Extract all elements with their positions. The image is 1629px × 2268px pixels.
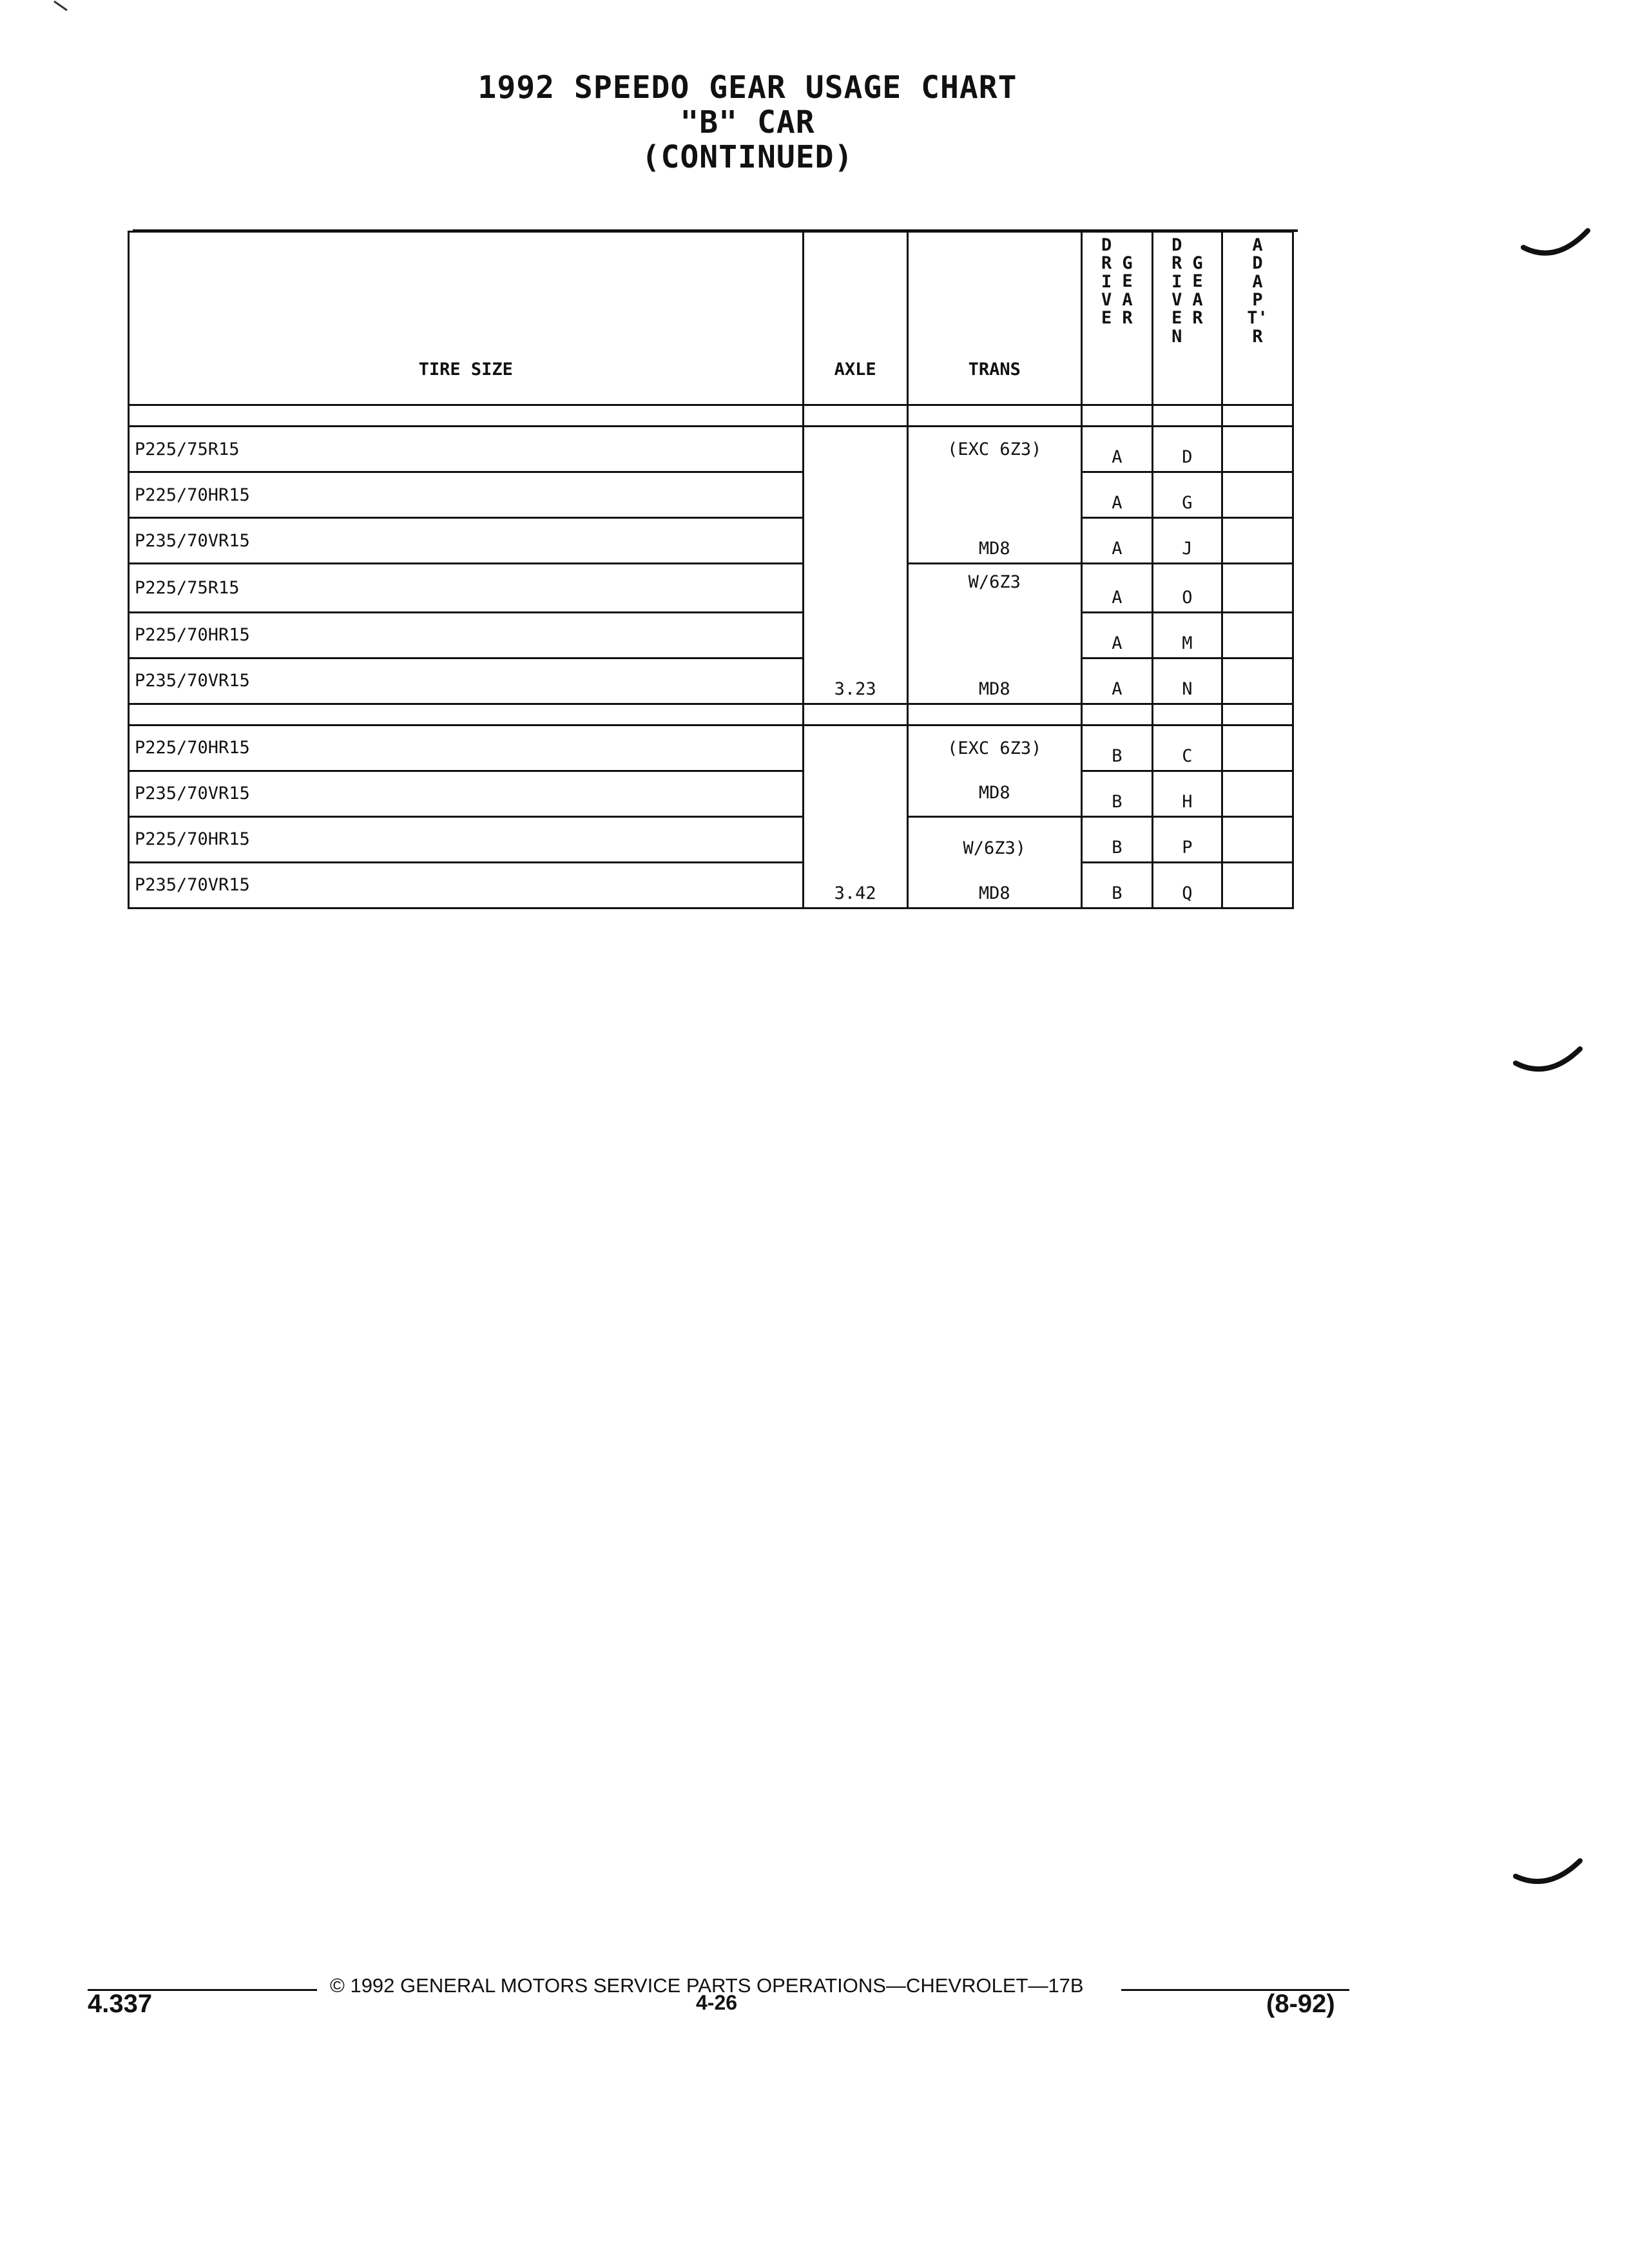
hdr-letter: V <box>1101 290 1112 311</box>
hdr-letter: N <box>1171 326 1182 347</box>
axle-cell <box>803 612 907 658</box>
drive-gear-cell: B <box>1081 862 1152 908</box>
axle-cell <box>803 518 907 564</box>
trans-cell <box>907 612 1081 658</box>
table-row <box>129 472 1293 518</box>
trans-cell: (EXC 6Z3) <box>907 725 1081 771</box>
hdr-letter: D <box>1171 235 1182 255</box>
adapter-cell <box>1222 564 1293 613</box>
header-axle: AXLE <box>803 232 907 405</box>
table-row <box>129 658 1293 704</box>
hdr-letter: G <box>1122 253 1133 273</box>
hdr-letter: R <box>1171 253 1182 274</box>
header-trans: TRANS <box>907 232 1081 405</box>
corner-scratch <box>52 0 77 13</box>
binder-mark-top <box>1521 226 1592 264</box>
hdr-letter: G <box>1192 253 1203 273</box>
drive-gear-cell: B <box>1081 725 1152 771</box>
table-row <box>129 725 1293 771</box>
drive-gear-cell: A <box>1081 564 1152 613</box>
trans-cell: MD8 <box>907 518 1081 564</box>
trans-cell: MD8 <box>907 862 1081 908</box>
section-number: 4.337 <box>88 1990 153 2018</box>
gear-word <box>1122 236 1132 328</box>
revision-date: (8-92) <box>1266 1990 1335 2018</box>
page-number: 4-26 <box>696 1991 738 2014</box>
tire-size-cell: P225/75R15 <box>129 564 804 613</box>
driven-gear-cell: D <box>1152 427 1222 472</box>
driven-gear-cell: P <box>1152 816 1222 862</box>
hdr-letter: A <box>1122 289 1133 310</box>
drive-gear-cell: A <box>1081 658 1152 704</box>
table-row <box>129 862 1293 908</box>
driven-gear-cell: J <box>1152 518 1222 564</box>
hdr-letter: R <box>1101 253 1112 274</box>
axle-cell: 3.23 <box>803 658 907 704</box>
header-driven-gear <box>1152 232 1222 405</box>
table-row <box>129 771 1293 816</box>
hdr-letter: A <box>1252 235 1263 255</box>
axle-cell <box>803 427 907 472</box>
table-row <box>129 612 1293 658</box>
adapter-cell <box>1222 816 1293 862</box>
hdr-letter: R <box>1192 308 1203 329</box>
tire-size-cell: P225/70HR15 <box>129 816 804 862</box>
gear-word <box>1192 236 1202 346</box>
driven-gear-cell: N <box>1152 658 1222 704</box>
driven-gear-cell: C <box>1152 725 1222 771</box>
drive-gear-cell: A <box>1081 427 1152 472</box>
driven-gear-cell: G <box>1152 472 1222 518</box>
adapter-cell <box>1222 518 1293 564</box>
axle-cell <box>803 771 907 816</box>
tire-size-cell: P235/70VR15 <box>129 658 804 704</box>
trans-cell <box>907 472 1081 518</box>
footer-copyright: © 1992 GENERAL MOTORS SERVICE PARTS OPERATIONS—CHEVROLET—17B <box>330 1974 1084 1997</box>
header-drive-gear <box>1081 232 1152 405</box>
hdr-letter: I <box>1171 271 1182 292</box>
title-line-2: "B" CAR <box>680 104 815 140</box>
drive-gear-cell: B <box>1081 771 1152 816</box>
separator-row <box>129 405 1293 427</box>
driven-gear-cell: H <box>1152 771 1222 816</box>
axle-cell <box>803 472 907 518</box>
adapter-cell <box>1222 862 1293 908</box>
hdr-letter: P <box>1252 290 1263 311</box>
header-adapter <box>1222 232 1293 405</box>
binder-mark-middle <box>1513 1044 1584 1082</box>
title-line-3: (CONTINUED) <box>641 139 854 175</box>
drive-word <box>1101 236 1112 328</box>
binder-mark-bottom <box>1513 1856 1584 1894</box>
trans-cell: MD8 <box>907 658 1081 704</box>
hdr-letter: I <box>1101 271 1112 292</box>
tire-size-cell: P225/70HR15 <box>129 472 804 518</box>
trans-cell: (EXC 6Z3) <box>907 427 1081 472</box>
tire-size-cell: P225/70HR15 <box>129 725 804 771</box>
tire-size-cell: P235/70VR15 <box>129 862 804 908</box>
table-header-row <box>129 232 1293 405</box>
hdr-letter: V <box>1171 290 1182 311</box>
tire-size-cell: P235/70VR15 <box>129 518 804 564</box>
adapter-cell <box>1222 427 1293 472</box>
table-row <box>129 564 1293 613</box>
drive-gear-cell: A <box>1081 518 1152 564</box>
hdr-letter: E <box>1192 271 1203 292</box>
drive-gear-cell: B <box>1081 816 1152 862</box>
driven-gear-cell: M <box>1152 612 1222 658</box>
header-tire-size: TIRE SIZE <box>129 232 804 405</box>
hdr-letter: D <box>1252 253 1263 274</box>
adapter-cell <box>1222 612 1293 658</box>
adapter-cell <box>1222 771 1293 816</box>
tire-size-cell: P225/75R15 <box>129 427 804 472</box>
driven-word <box>1171 236 1182 346</box>
hdr-letter: E <box>1171 308 1182 329</box>
driven-gear-cell: Q <box>1152 862 1222 908</box>
hdr-letter: E <box>1122 271 1133 292</box>
driven-gear-cell: O <box>1152 564 1222 613</box>
adapter-cell <box>1222 472 1293 518</box>
hdr-letter: R <box>1252 326 1263 347</box>
hdr-letter: A <box>1192 289 1203 310</box>
hdr-letter: A <box>1252 271 1263 292</box>
adapter-word <box>1247 236 1268 346</box>
trans-cell: MD8 <box>907 771 1081 816</box>
chart-title <box>309 72 1186 177</box>
adapter-cell <box>1222 658 1293 704</box>
hdr-letter: T' <box>1247 308 1268 329</box>
axle-cell: 3.42 <box>803 862 907 908</box>
title-line-1: 1992 SPEEDO GEAR USAGE CHART <box>477 70 1017 106</box>
adapter-cell <box>1222 725 1293 771</box>
trans-cell: W/6Z3 <box>907 564 1081 613</box>
hdr-letter: D <box>1101 235 1112 255</box>
trans-cell: W/6Z3) <box>907 816 1081 862</box>
table-row <box>129 518 1293 564</box>
axle-cell <box>803 564 907 613</box>
drive-gear-cell: A <box>1081 612 1152 658</box>
drive-gear-cell: A <box>1081 472 1152 518</box>
speedo-gear-table <box>128 231 1294 909</box>
axle-cell <box>803 725 907 771</box>
hdr-letter: R <box>1122 308 1133 329</box>
tire-size-cell: P235/70VR15 <box>129 771 804 816</box>
separator-row <box>129 704 1293 725</box>
table-row <box>129 427 1293 472</box>
table-row <box>129 816 1293 862</box>
tire-size-cell: P225/70HR15 <box>129 612 804 658</box>
hdr-letter: E <box>1101 308 1112 329</box>
axle-cell <box>803 816 907 862</box>
